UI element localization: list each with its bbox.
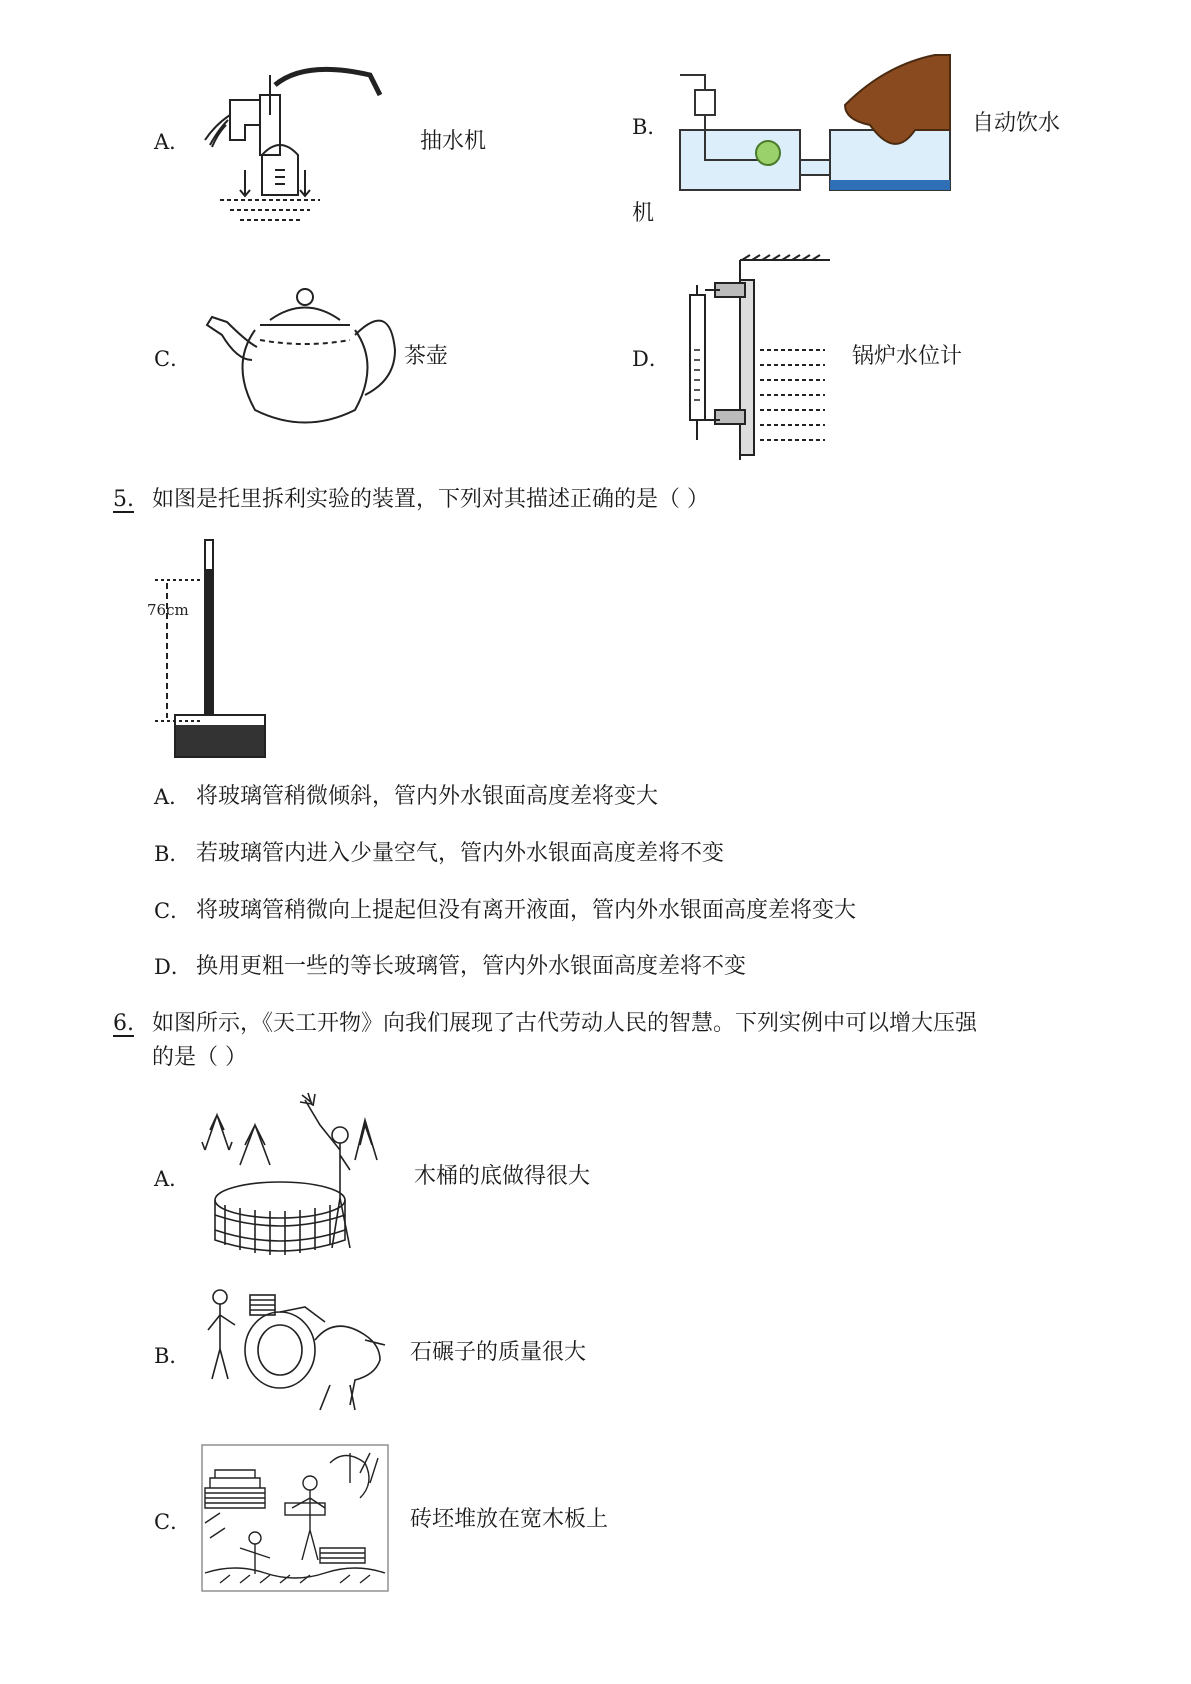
q5-number: 5. — [113, 487, 134, 512]
q5-question-text: 如图是托里拆利实验的装置，下列对其描述正确的是（ ） — [152, 487, 709, 512]
q6-option-b-label: 石碾子的质量很大 — [410, 1340, 587, 1365]
q4-option-b-label-wrap: 机 — [632, 201, 655, 226]
brick-making-woodcut-icon — [200, 1443, 390, 1593]
q5-option-b-letter: B． — [154, 842, 191, 866]
q6-option-c-letter: C． — [154, 1510, 192, 1534]
q5-option-c-letter: C． — [154, 899, 192, 923]
q4-option-b-label: 自动饮水 — [972, 111, 1061, 136]
water-pump-diagram-icon — [200, 55, 400, 225]
wooden-bucket-woodcut-icon — [200, 1090, 395, 1260]
q4-option-d-letter: D． — [632, 347, 670, 371]
q4-option-c-label: 茶壶 — [404, 344, 449, 369]
q4-option-d-label: 锅炉水位计 — [852, 344, 963, 369]
q5-figure-label: 76cm — [147, 601, 189, 619]
teapot-drawing-icon — [200, 285, 385, 430]
automatic-water-feeder-diagram-icon — [680, 55, 950, 195]
q5-option-b-text: 若玻璃管内进入少量空气，管内外水银面高度差将不变 — [196, 841, 725, 866]
q4-option-c-letter: C． — [154, 347, 192, 371]
q6-question-text-line1: 如图所示，《天工开物》向我们展现了古代劳动人民的智慧。下列实例中可以增大压强 — [152, 1011, 978, 1036]
q5-option-d-text: 换用更粗一些的等长玻璃管，管内外水银面高度差将不变 — [196, 954, 747, 979]
q5-option-c-text: 将玻璃管稍微向上提起但没有离开液面，管内外水银面高度差将变大 — [196, 898, 857, 923]
q6-question-text-line2: 的是（ ） — [152, 1045, 247, 1070]
q6-option-a-letter: A． — [154, 1167, 191, 1191]
q4-option-a-letter: A． — [154, 130, 191, 154]
boiler-water-gauge-diagram-icon — [680, 255, 830, 465]
torricelli-apparatus-icon — [145, 535, 270, 760]
q4-option-b-letter: B． — [632, 115, 669, 139]
q4-option-a-label: 抽水机 — [420, 129, 487, 154]
q6-option-c-label: 砖坯堆放在宽木板上 — [410, 1507, 609, 1532]
q5-option-a-letter: A． — [154, 785, 191, 809]
q5-option-d-letter: D． — [154, 955, 192, 979]
q5-option-a-text: 将玻璃管稍微倾斜，管内外水银面高度差将变大 — [196, 784, 659, 809]
q6-option-a-label: 木桶的底做得很大 — [414, 1164, 591, 1189]
q6-option-b-letter: B． — [154, 1344, 191, 1368]
q6-number: 6. — [113, 1011, 134, 1036]
stone-roller-ox-woodcut-icon — [200, 1285, 390, 1415]
